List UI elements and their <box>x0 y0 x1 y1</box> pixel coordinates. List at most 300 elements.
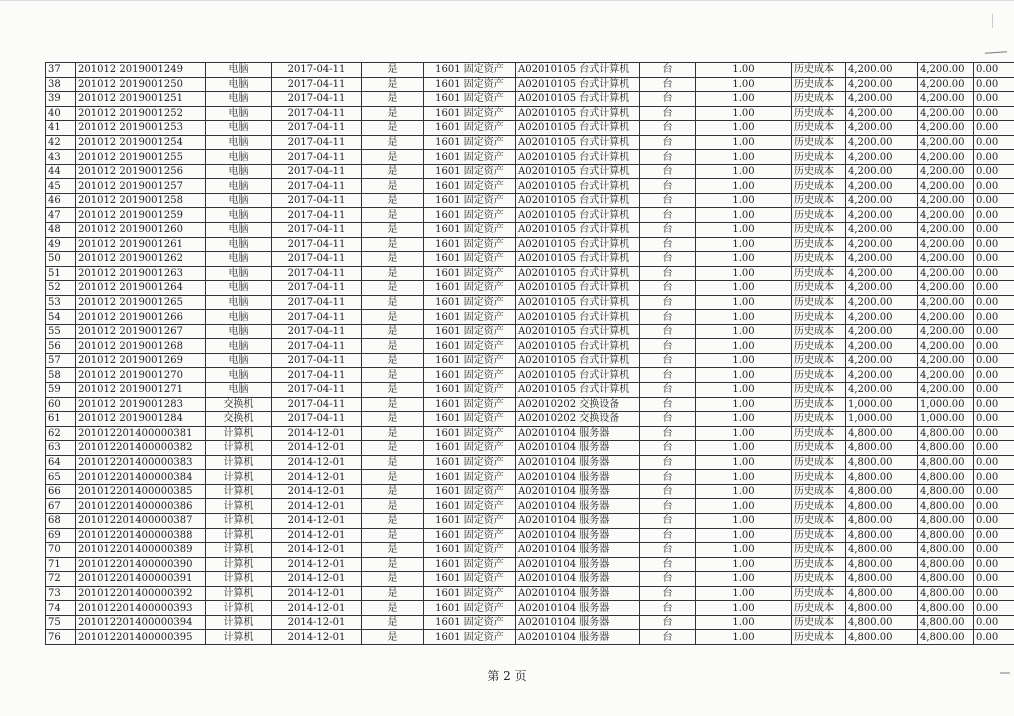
unit-cell: 台 <box>640 237 696 252</box>
asset-name-cell: 计算机 <box>206 557 272 572</box>
net-value-cell: 4,200.00 <box>918 237 974 252</box>
row-index-cell: 62 <box>46 426 76 441</box>
measurement-cell: 历史成本 <box>792 630 846 645</box>
row-index-cell: 39 <box>46 92 76 107</box>
flag-cell: 是 <box>362 543 424 558</box>
flag-cell: 是 <box>362 470 424 485</box>
table-row <box>46 353 1014 368</box>
net-value-cell: 1,000.00 <box>918 412 974 427</box>
asset-card-number-cell: 201012201400000383 <box>76 455 206 470</box>
row-index-cell: 47 <box>46 208 76 223</box>
asset-name-cell: 电脑 <box>206 77 272 92</box>
original-value-cell: 4,200.00 <box>846 281 918 296</box>
quantity-cell: 1.00 <box>696 572 792 587</box>
measurement-cell: 历史成本 <box>792 208 846 223</box>
unit-cell: 台 <box>640 484 696 499</box>
unit-cell: 台 <box>640 281 696 296</box>
acquire-date-cell: 2017-04-11 <box>272 135 362 150</box>
asset-name-cell: 电脑 <box>206 252 272 267</box>
asset-card-number-cell: 201012201400000385 <box>76 484 206 499</box>
unit-cell: 台 <box>640 441 696 456</box>
original-value-cell: 4,200.00 <box>846 266 918 281</box>
net-value-cell: 4,800.00 <box>918 455 974 470</box>
unit-cell: 台 <box>640 324 696 339</box>
asset-name-cell: 电脑 <box>206 150 272 165</box>
asset-name-cell: 电脑 <box>206 63 272 78</box>
account-cell: 1601 固定资产 <box>424 237 516 252</box>
flag-cell: 是 <box>362 92 424 107</box>
acquire-date-cell: 2017-04-11 <box>272 412 362 427</box>
flag-cell: 是 <box>362 630 424 645</box>
row-index-cell: 53 <box>46 295 76 310</box>
asset-name-cell: 计算机 <box>206 528 272 543</box>
asset-card-number-cell: 201012 2019001259 <box>76 208 206 223</box>
table-row <box>46 164 1014 179</box>
row-index-cell: 61 <box>46 412 76 427</box>
account-cell: 1601 固定资产 <box>424 484 516 499</box>
depreciation-cell: 0.00 <box>974 586 1014 601</box>
asset-class-cell: A02010202 交换设备 <box>516 397 640 412</box>
original-value-cell: 4,200.00 <box>846 193 918 208</box>
flag-cell: 是 <box>362 179 424 194</box>
depreciation-cell: 0.00 <box>974 193 1014 208</box>
asset-class-cell: A02010105 台式计算机 <box>516 266 640 281</box>
measurement-cell: 历史成本 <box>792 455 846 470</box>
unit-cell: 台 <box>640 513 696 528</box>
unit-cell: 台 <box>640 92 696 107</box>
row-index-cell: 44 <box>46 164 76 179</box>
asset-name-cell: 电脑 <box>206 368 272 383</box>
asset-class-cell: A02010105 台式计算机 <box>516 295 640 310</box>
asset-class-cell: A02010104 服务器 <box>516 513 640 528</box>
table-row <box>46 310 1014 325</box>
unit-cell: 台 <box>640 193 696 208</box>
account-cell: 1601 固定资产 <box>424 310 516 325</box>
asset-class-cell: A02010104 服务器 <box>516 586 640 601</box>
quantity-cell: 1.00 <box>696 281 792 296</box>
measurement-cell: 历史成本 <box>792 135 846 150</box>
table-row <box>46 426 1014 441</box>
acquire-date-cell: 2014-12-01 <box>272 557 362 572</box>
depreciation-cell: 0.00 <box>974 106 1014 121</box>
unit-cell: 台 <box>640 353 696 368</box>
table-row <box>46 630 1014 645</box>
row-index-cell: 37 <box>46 63 76 78</box>
depreciation-cell: 0.00 <box>974 179 1014 194</box>
table-row <box>46 383 1014 398</box>
flag-cell: 是 <box>362 426 424 441</box>
ledger-body <box>46 63 1014 645</box>
asset-card-number-cell: 201012 2019001266 <box>76 310 206 325</box>
net-value-cell: 4,200.00 <box>918 208 974 223</box>
quantity-cell: 1.00 <box>696 615 792 630</box>
net-value-cell: 4,200.00 <box>918 324 974 339</box>
flag-cell: 是 <box>362 615 424 630</box>
acquire-date-cell: 2014-12-01 <box>272 441 362 456</box>
original-value-cell: 4,800.00 <box>846 513 918 528</box>
measurement-cell: 历史成本 <box>792 383 846 398</box>
net-value-cell: 4,200.00 <box>918 121 974 136</box>
measurement-cell: 历史成本 <box>792 412 846 427</box>
asset-name-cell: 计算机 <box>206 441 272 456</box>
original-value-cell: 4,200.00 <box>846 77 918 92</box>
asset-name-cell: 计算机 <box>206 455 272 470</box>
depreciation-cell: 0.00 <box>974 455 1014 470</box>
measurement-cell: 历史成本 <box>792 281 846 296</box>
depreciation-cell: 0.00 <box>974 223 1014 238</box>
flag-cell: 是 <box>362 383 424 398</box>
net-value-cell: 4,200.00 <box>918 135 974 150</box>
net-value-cell: 4,200.00 <box>918 106 974 121</box>
quantity-cell: 1.00 <box>696 513 792 528</box>
quantity-cell: 1.00 <box>696 135 792 150</box>
quantity-cell: 1.00 <box>696 324 792 339</box>
original-value-cell: 4,800.00 <box>846 426 918 441</box>
original-value-cell: 4,800.00 <box>846 528 918 543</box>
asset-card-number-cell: 201012 2019001269 <box>76 353 206 368</box>
account-cell: 1601 固定资产 <box>424 121 516 136</box>
net-value-cell: 4,200.00 <box>918 252 974 267</box>
measurement-cell: 历史成本 <box>792 543 846 558</box>
original-value-cell: 4,200.00 <box>846 179 918 194</box>
net-value-cell: 4,800.00 <box>918 586 974 601</box>
quantity-cell: 1.00 <box>696 237 792 252</box>
asset-name-cell: 计算机 <box>206 572 272 587</box>
table-row <box>46 252 1014 267</box>
asset-name-cell: 电脑 <box>206 92 272 107</box>
row-index-cell: 56 <box>46 339 76 354</box>
asset-card-number-cell: 201012201400000382 <box>76 441 206 456</box>
depreciation-cell: 0.00 <box>974 441 1014 456</box>
net-value-cell: 4,800.00 <box>918 513 974 528</box>
table-row <box>46 324 1014 339</box>
row-index-cell: 63 <box>46 441 76 456</box>
quantity-cell: 1.00 <box>696 383 792 398</box>
measurement-cell: 历史成本 <box>792 179 846 194</box>
net-value-cell: 4,200.00 <box>918 179 974 194</box>
measurement-cell: 历史成本 <box>792 426 846 441</box>
asset-name-cell: 电脑 <box>206 310 272 325</box>
original-value-cell: 4,800.00 <box>846 615 918 630</box>
account-cell: 1601 固定资产 <box>424 368 516 383</box>
flag-cell: 是 <box>362 310 424 325</box>
quantity-cell: 1.00 <box>696 586 792 601</box>
measurement-cell: 历史成本 <box>792 528 846 543</box>
flag-cell: 是 <box>362 557 424 572</box>
flag-cell: 是 <box>362 77 424 92</box>
acquire-date-cell: 2017-04-11 <box>272 295 362 310</box>
depreciation-cell: 0.00 <box>974 484 1014 499</box>
account-cell: 1601 固定资产 <box>424 281 516 296</box>
account-cell: 1601 固定资产 <box>424 208 516 223</box>
account-cell: 1601 固定资产 <box>424 470 516 485</box>
depreciation-cell: 0.00 <box>974 339 1014 354</box>
depreciation-cell: 0.00 <box>974 252 1014 267</box>
quantity-cell: 1.00 <box>696 252 792 267</box>
unit-cell: 台 <box>640 266 696 281</box>
row-index-cell: 58 <box>46 368 76 383</box>
flag-cell: 是 <box>362 368 424 383</box>
account-cell: 1601 固定资产 <box>424 615 516 630</box>
asset-class-cell: A02010105 台式计算机 <box>516 383 640 398</box>
unit-cell: 台 <box>640 572 696 587</box>
original-value-cell: 4,200.00 <box>846 383 918 398</box>
table-row <box>46 223 1014 238</box>
table-row <box>46 339 1014 354</box>
account-cell: 1601 固定资产 <box>424 106 516 121</box>
quantity-cell: 1.00 <box>696 223 792 238</box>
table-row <box>46 150 1014 165</box>
quantity-cell: 1.00 <box>696 266 792 281</box>
table-row <box>46 193 1014 208</box>
asset-card-number-cell: 201012201400000392 <box>76 586 206 601</box>
table-row <box>46 281 1014 296</box>
unit-cell: 台 <box>640 601 696 616</box>
acquire-date-cell: 2017-04-11 <box>272 164 362 179</box>
unit-cell: 台 <box>640 150 696 165</box>
unit-cell: 台 <box>640 63 696 78</box>
quantity-cell: 1.00 <box>696 150 792 165</box>
depreciation-cell: 0.00 <box>974 601 1014 616</box>
asset-class-cell: A02010202 交换设备 <box>516 412 640 427</box>
asset-name-cell: 电脑 <box>206 237 272 252</box>
acquire-date-cell: 2017-04-11 <box>272 63 362 78</box>
asset-name-cell: 计算机 <box>206 586 272 601</box>
net-value-cell: 4,200.00 <box>918 281 974 296</box>
acquire-date-cell: 2014-12-01 <box>272 586 362 601</box>
table-row <box>46 455 1014 470</box>
account-cell: 1601 固定资产 <box>424 339 516 354</box>
account-cell: 1601 固定资产 <box>424 397 516 412</box>
asset-card-number-cell: 201012 2019001260 <box>76 223 206 238</box>
table-row <box>46 106 1014 121</box>
measurement-cell: 历史成本 <box>792 324 846 339</box>
acquire-date-cell: 2014-12-01 <box>272 630 362 645</box>
asset-class-cell: A02010105 台式计算机 <box>516 179 640 194</box>
asset-card-number-cell: 201012 2019001249 <box>76 63 206 78</box>
flag-cell: 是 <box>362 223 424 238</box>
asset-card-number-cell: 201012 2019001262 <box>76 252 206 267</box>
table-row <box>46 441 1014 456</box>
row-index-cell: 55 <box>46 324 76 339</box>
unit-cell: 台 <box>640 135 696 150</box>
asset-class-cell: A02010104 服务器 <box>516 615 640 630</box>
account-cell: 1601 固定资产 <box>424 513 516 528</box>
unit-cell: 台 <box>640 426 696 441</box>
asset-card-number-cell: 201012201400000389 <box>76 543 206 558</box>
asset-name-cell: 计算机 <box>206 484 272 499</box>
row-index-cell: 74 <box>46 601 76 616</box>
original-value-cell: 4,200.00 <box>846 237 918 252</box>
table-row <box>46 397 1014 412</box>
account-cell: 1601 固定资产 <box>424 223 516 238</box>
acquire-date-cell: 2017-04-11 <box>272 106 362 121</box>
original-value-cell: 4,200.00 <box>846 164 918 179</box>
original-value-cell: 4,200.00 <box>846 252 918 267</box>
asset-name-cell: 电脑 <box>206 295 272 310</box>
acquire-date-cell: 2017-04-11 <box>272 397 362 412</box>
measurement-cell: 历史成本 <box>792 266 846 281</box>
asset-ledger-table <box>45 62 1014 645</box>
acquire-date-cell: 2017-04-11 <box>272 383 362 398</box>
row-index-cell: 59 <box>46 383 76 398</box>
asset-name-cell: 电脑 <box>206 266 272 281</box>
table-row <box>46 92 1014 107</box>
quantity-cell: 1.00 <box>696 63 792 78</box>
depreciation-cell: 0.00 <box>974 499 1014 514</box>
asset-card-number-cell: 201012 2019001283 <box>76 397 206 412</box>
account-cell: 1601 固定资产 <box>424 412 516 427</box>
asset-name-cell: 电脑 <box>206 223 272 238</box>
depreciation-cell: 0.00 <box>974 150 1014 165</box>
row-index-cell: 64 <box>46 455 76 470</box>
depreciation-cell: 0.00 <box>974 281 1014 296</box>
flag-cell: 是 <box>362 135 424 150</box>
measurement-cell: 历史成本 <box>792 586 846 601</box>
unit-cell: 台 <box>640 470 696 485</box>
unit-cell: 台 <box>640 383 696 398</box>
acquire-date-cell: 2017-04-11 <box>272 193 362 208</box>
row-index-cell: 70 <box>46 543 76 558</box>
acquire-date-cell: 2014-12-01 <box>272 572 362 587</box>
measurement-cell: 历史成本 <box>792 121 846 136</box>
quantity-cell: 1.00 <box>696 543 792 558</box>
table-row <box>46 513 1014 528</box>
depreciation-cell: 0.00 <box>974 630 1014 645</box>
measurement-cell: 历史成本 <box>792 77 846 92</box>
unit-cell: 台 <box>640 455 696 470</box>
unit-cell: 台 <box>640 310 696 325</box>
depreciation-cell: 0.00 <box>974 513 1014 528</box>
original-value-cell: 4,800.00 <box>846 543 918 558</box>
row-index-cell: 49 <box>46 237 76 252</box>
flag-cell: 是 <box>362 441 424 456</box>
depreciation-cell: 0.00 <box>974 237 1014 252</box>
asset-class-cell: A02010105 台式计算机 <box>516 310 640 325</box>
asset-name-cell: 电脑 <box>206 324 272 339</box>
depreciation-cell: 0.00 <box>974 135 1014 150</box>
asset-class-cell: A02010105 台式计算机 <box>516 193 640 208</box>
row-index-cell: 43 <box>46 150 76 165</box>
net-value-cell: 4,800.00 <box>918 441 974 456</box>
depreciation-cell: 0.00 <box>974 77 1014 92</box>
depreciation-cell: 0.00 <box>974 528 1014 543</box>
row-index-cell: 67 <box>46 499 76 514</box>
asset-class-cell: A02010105 台式计算机 <box>516 339 640 354</box>
row-index-cell: 50 <box>46 252 76 267</box>
unit-cell: 台 <box>640 412 696 427</box>
row-index-cell: 41 <box>46 121 76 136</box>
measurement-cell: 历史成本 <box>792 499 846 514</box>
asset-class-cell: A02010104 服务器 <box>516 601 640 616</box>
row-index-cell: 38 <box>46 77 76 92</box>
original-value-cell: 4,200.00 <box>846 121 918 136</box>
unit-cell: 台 <box>640 557 696 572</box>
acquire-date-cell: 2017-04-11 <box>272 121 362 136</box>
quantity-cell: 1.00 <box>696 353 792 368</box>
asset-card-number-cell: 201012 2019001270 <box>76 368 206 383</box>
asset-card-number-cell: 201012 2019001258 <box>76 193 206 208</box>
net-value-cell: 4,200.00 <box>918 193 974 208</box>
scan-artifact <box>992 14 1003 28</box>
net-value-cell: 4,200.00 <box>918 353 974 368</box>
table-row <box>46 237 1014 252</box>
acquire-date-cell: 2014-12-01 <box>272 528 362 543</box>
net-value-cell: 1,000.00 <box>918 397 974 412</box>
flag-cell: 是 <box>362 499 424 514</box>
table-row <box>46 63 1014 78</box>
row-index-cell: 65 <box>46 470 76 485</box>
unit-cell: 台 <box>640 397 696 412</box>
quantity-cell: 1.00 <box>696 499 792 514</box>
unit-cell: 台 <box>640 499 696 514</box>
row-index-cell: 72 <box>46 572 76 587</box>
quantity-cell: 1.00 <box>696 295 792 310</box>
asset-class-cell: A02010104 服务器 <box>516 470 640 485</box>
asset-class-cell: A02010104 服务器 <box>516 543 640 558</box>
measurement-cell: 历史成本 <box>792 252 846 267</box>
unit-cell: 台 <box>640 630 696 645</box>
unit-cell: 台 <box>640 121 696 136</box>
original-value-cell: 4,800.00 <box>846 572 918 587</box>
table-row <box>46 601 1014 616</box>
original-value-cell: 4,200.00 <box>846 150 918 165</box>
asset-class-cell: A02010104 服务器 <box>516 441 640 456</box>
flag-cell: 是 <box>362 484 424 499</box>
asset-name-cell: 电脑 <box>206 179 272 194</box>
asset-class-cell: A02010104 服务器 <box>516 455 640 470</box>
net-value-cell: 4,200.00 <box>918 310 974 325</box>
original-value-cell: 4,800.00 <box>846 441 918 456</box>
acquire-date-cell: 2014-12-01 <box>272 615 362 630</box>
row-index-cell: 45 <box>46 179 76 194</box>
asset-name-cell: 电脑 <box>206 281 272 296</box>
net-value-cell: 4,800.00 <box>918 630 974 645</box>
original-value-cell: 4,200.00 <box>846 295 918 310</box>
account-cell: 1601 固定资产 <box>424 266 516 281</box>
account-cell: 1601 固定资产 <box>424 543 516 558</box>
flag-cell: 是 <box>362 193 424 208</box>
measurement-cell: 历史成本 <box>792 193 846 208</box>
asset-class-cell: A02010105 台式计算机 <box>516 121 640 136</box>
unit-cell: 台 <box>640 208 696 223</box>
original-value-cell: 4,800.00 <box>846 557 918 572</box>
measurement-cell: 历史成本 <box>792 572 846 587</box>
flag-cell: 是 <box>362 412 424 427</box>
account-cell: 1601 固定资产 <box>424 150 516 165</box>
table-row <box>46 572 1014 587</box>
account-cell: 1601 固定资产 <box>424 295 516 310</box>
flag-cell: 是 <box>362 572 424 587</box>
depreciation-cell: 0.00 <box>974 121 1014 136</box>
asset-class-cell: A02010105 台式计算机 <box>516 63 640 78</box>
quantity-cell: 1.00 <box>696 106 792 121</box>
flag-cell: 是 <box>362 106 424 121</box>
acquire-date-cell: 2014-12-01 <box>272 499 362 514</box>
flag-cell: 是 <box>362 324 424 339</box>
asset-class-cell: A02010105 台式计算机 <box>516 92 640 107</box>
net-value-cell: 4,200.00 <box>918 223 974 238</box>
original-value-cell: 4,200.00 <box>846 223 918 238</box>
asset-name-cell: 交换机 <box>206 412 272 427</box>
quantity-cell: 1.00 <box>696 426 792 441</box>
asset-name-cell: 电脑 <box>206 106 272 121</box>
measurement-cell: 历史成本 <box>792 615 846 630</box>
depreciation-cell: 0.00 <box>974 368 1014 383</box>
depreciation-cell: 0.00 <box>974 208 1014 223</box>
asset-card-number-cell: 201012201400000394 <box>76 615 206 630</box>
flag-cell: 是 <box>362 586 424 601</box>
